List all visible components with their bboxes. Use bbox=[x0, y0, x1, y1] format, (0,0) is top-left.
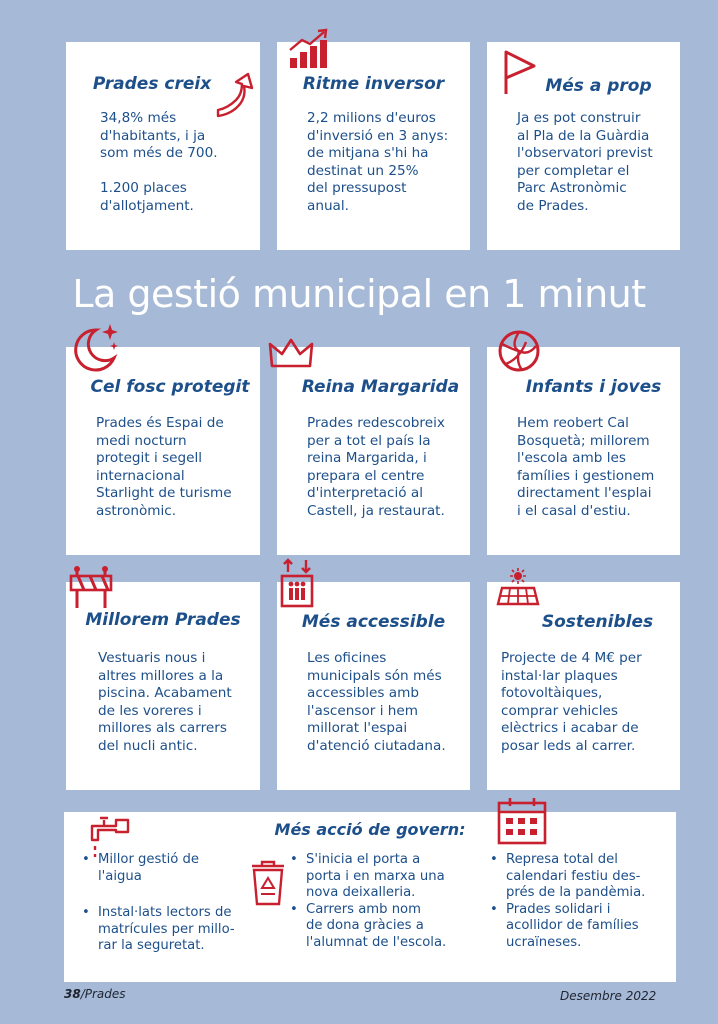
card-reina-margarida bbox=[277, 347, 470, 555]
card-title: Reina Margarida bbox=[301, 377, 460, 397]
card-title: Millorem Prades bbox=[85, 610, 241, 630]
card-title: Infants i joves bbox=[525, 377, 662, 397]
card-body: Vestuaris nous i altres millores a la piscina. Acabament de les voreres i millores als carrers del nucli antic. bbox=[98, 650, 232, 754]
bullet-list-col2 bbox=[290, 852, 480, 964]
card-title: Cel fosc protegit bbox=[90, 377, 250, 397]
elevator-icon bbox=[280, 558, 314, 608]
card-title: Ritme inversor bbox=[302, 74, 445, 94]
list-item: • S'inicia el porta a porta i en marxa una nova deixalleria. bbox=[290, 852, 480, 902]
ball-icon bbox=[496, 328, 542, 374]
calendar-icon bbox=[496, 796, 548, 846]
card-infants-joves bbox=[487, 347, 680, 555]
card-title: Sostenibles bbox=[541, 612, 654, 632]
moon-stars-icon bbox=[66, 320, 122, 376]
recycle-bin-icon bbox=[248, 858, 288, 908]
flag-icon bbox=[500, 48, 540, 96]
card-body: Prades redescobreix per a tot el país la reina Margarida, i prepara el centre d'interpretació al Castell, ja restaurat. bbox=[307, 415, 445, 519]
page-headline: La gestió municipal en 1 minut bbox=[72, 272, 646, 316]
bullet-list-col3 bbox=[490, 852, 676, 964]
card-ritme-inversor bbox=[277, 42, 470, 250]
panel-title: Més acció de govern: bbox=[274, 820, 466, 839]
publication-name: /Prades bbox=[80, 987, 126, 1001]
page-footer-left bbox=[64, 987, 126, 1001]
card-cel-fosc bbox=[66, 347, 260, 555]
card-body: Prades és Espai de medi nocturn protegit i segell internacional Starlight de turisme astronòmic. bbox=[96, 415, 232, 519]
card-body: Hem reobert Cal Bosquetà; millorem l'escola amb les famílies i gestionem directament l'esplai i el casal d'estiu. bbox=[517, 415, 655, 519]
more-actions-panel bbox=[64, 812, 676, 982]
card-title: Més accessible bbox=[301, 612, 446, 632]
card-title: Prades creix bbox=[92, 74, 212, 94]
crown-icon bbox=[266, 336, 316, 372]
list-item: • Represa total del calendari festiu des- prés de la pandèmia. bbox=[490, 852, 676, 902]
solar-panel-icon bbox=[496, 568, 540, 608]
list-item: • Millor gestió de l'aigua bbox=[82, 852, 262, 885]
issue-date: Desembre 2022 bbox=[560, 989, 657, 1003]
list-item: • Instal·lats lectors de matrícules per millo- rar la seguretat. bbox=[82, 905, 262, 955]
card-body: 34,8% més d'habitants, i ja som més de 700. 1.200 places d'allotjament. bbox=[100, 110, 218, 214]
bar-chart-icon bbox=[288, 28, 330, 70]
bullet-list-col1 bbox=[82, 852, 262, 968]
card-body: Les oficines municipals són més accessibles amb l'ascensor i hem millorat l'espai d'atenció ciutadana. bbox=[307, 650, 446, 754]
card-millorem-prades bbox=[66, 582, 260, 790]
list-item: • Prades solidari i acollidor de famílies ucraïneses. bbox=[490, 902, 676, 952]
arrow-up-icon bbox=[214, 70, 258, 120]
water-tap-icon bbox=[84, 812, 132, 858]
road-barrier-icon bbox=[68, 564, 114, 610]
card-body: 2,2 milions d'euros d'inversió en 3 anys: de mitjana s'hi ha destinat un 25% del pressupost anual. bbox=[307, 110, 449, 214]
page-number: 38 bbox=[64, 987, 81, 1001]
list-item: • Carrers amb nom de dona gràcies a l'alumnat de l'escola. bbox=[290, 902, 480, 952]
card-body: Ja es pot construir al Pla de la Guàrdia l'observatori previst per completar el Parc Astronòmic de Prades. bbox=[517, 110, 653, 214]
card-body: Projecte de 4 M€ per instal·lar plaques fotovoltàiques, comprar vehicles elèctrics i acabar de posar leds al carrer. bbox=[501, 650, 642, 754]
card-mes-accessible bbox=[277, 582, 470, 790]
card-sostenibles bbox=[487, 582, 680, 790]
card-title: Més a prop bbox=[545, 76, 652, 96]
